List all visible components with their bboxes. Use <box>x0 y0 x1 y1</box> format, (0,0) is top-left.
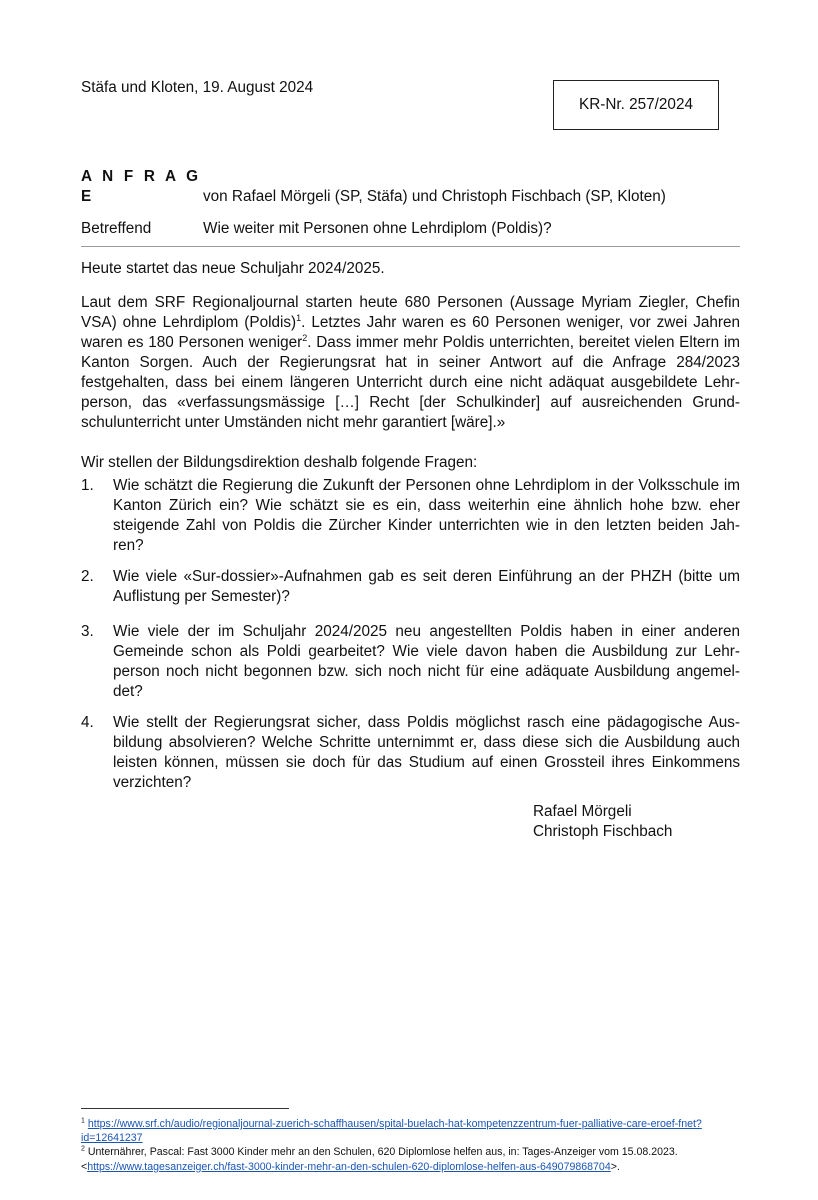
question-item <box>81 622 740 702</box>
question-number: 2. <box>81 568 94 585</box>
question-item <box>81 713 740 793</box>
question-text: Wie viele «Sur-dossier»-Aufnahmen gab es seit deren Einführung an der PHZH (bitte um Auflistung per Semester)? <box>113 568 740 605</box>
footnote-2-link[interactable]: https://www.tagesanzeiger.ch/fast-3000-kinder-mehr-an-den-schulen-620-diplomlose-helfen-aus-649079868704 <box>87 1160 611 1173</box>
question-text: Wie schätzt die Regierung die Zukunft der Personen ohne Lehrdiplom in der Volksschule im Kanton Zürich ein? Wie schätzt sie es ein, dass weiterhin eine ähnlich hohe bzw. eher steigende Zahl von Poldis die Zürcher Kinder unterrichten wie in den letzten beiden Jah-ren? <box>113 477 740 554</box>
question-text: Wie viele der im Schuljahr 2024/2025 neu angestellten Poldis haben in einer anderen Gemeinde schon als Poldi gearbeitet? Wie viele davon haben die Ausbildung zur Lehr-person noch nicht begonnen bzw. sich noch nicht für eine adäquate Ausbildung angemel-det? <box>113 623 740 700</box>
question-text: Wie stellt der Regierungsrat sicher, dass Poldis möglichst rasch eine pädagogische Aus-bildung absolvieren? Welche Schritte unternimmt er, dass diese sich die Ausbildung auch leisten können, müssen sie doch für das Studium auf einen Grossteil ihres Einkommens verzichten? <box>113 714 740 791</box>
signature-block <box>533 802 672 842</box>
footnote-1-link[interactable]: https://www.srf.ch/audio/regionaljournal-zuerich-schaffhausen/spital-buelach-hat-kompetenzzentrum-fuer-palliative-care-eroef-fnet?id=12641237 <box>81 1118 702 1145</box>
questions-lead: Wir stellen der Bildungsdirektion deshalb folgende Fragen: <box>81 454 478 471</box>
footnote-1 <box>81 1117 745 1145</box>
footnote-2-text: Unternährer, Pascal: Fast 3000 Kinder mehr an den Schulen, 620 Diplomlose helfen aus, in: Tages-Anzeiger vom 15.08.2023. <box>87 1146 678 1159</box>
footnote-mark: 1 <box>81 1117 85 1125</box>
heading-label: A N F R A G E <box>81 168 202 205</box>
footnote-2-open: < <box>81 1160 88 1173</box>
question-number: 1. <box>81 477 94 494</box>
body-text-3: . Dass immer mehr Poldis unterrichten, bereitet vielen Eltern im Kanton Sorgen. Auch der Regierungsrat hat in seiner Antwort auf die Anfrage 284/2023 festgehalten, dass bei einem längeren Unterricht durch eine nicht adäquat ausgebildete Lehr-person, das «verfassungsmässige […] Recht [der Schulkinder] auf ausreichenden Grund-schulunterricht unter Umständen nicht mehr garantiert [wäre].» <box>81 334 740 431</box>
question-number: 3. <box>81 623 94 640</box>
footnotes <box>81 1117 745 1174</box>
footnote-ref-2[interactable]: 2 <box>302 332 308 343</box>
body-paragraph <box>81 293 740 433</box>
question-item <box>81 476 740 556</box>
signer-name: Christoph Fischbach <box>533 823 673 840</box>
body-text-2: . Letztes Jahr waren es 60 Personen weniger, vor zwei Jahren waren es 180 Personen weniger <box>81 314 740 351</box>
document-heading <box>81 167 741 207</box>
signer-name: Rafael Mörgeli <box>533 803 632 820</box>
kr-number-box <box>553 80 719 130</box>
footnote-2-close: >. <box>610 1160 620 1173</box>
subject-line <box>81 219 741 239</box>
subject-label: Betreffend <box>81 220 152 237</box>
header-divider <box>81 246 740 247</box>
footnote-divider <box>81 1108 289 1109</box>
footnote-mark: 2 <box>81 1145 85 1153</box>
footnote-ref-1[interactable]: 1 <box>296 312 302 323</box>
footnote-2 <box>81 1145 745 1173</box>
body-text-1: Laut dem SRF Regionaljournal starten heute 680 Personen (Aussage Myriam Ziegler, Chefin VSA) ohne Lehrdiplom (Poldis) <box>81 294 740 331</box>
kr-number: KR-Nr. 257/2024 <box>579 96 693 113</box>
question-number: 4. <box>81 714 94 731</box>
place-date: Stäfa und Kloten, 19. August 2024 <box>81 79 314 96</box>
intro-paragraph: Heute startet das neue Schuljahr 2024/2025. <box>81 260 385 277</box>
subject-text: Wie weiter mit Personen ohne Lehrdiplom (Poldis)? <box>203 220 552 237</box>
question-item <box>81 567 740 607</box>
heading-text: von Rafael Mörgeli (SP, Stäfa) und Christoph Fischbach (SP, Kloten) <box>203 188 666 205</box>
